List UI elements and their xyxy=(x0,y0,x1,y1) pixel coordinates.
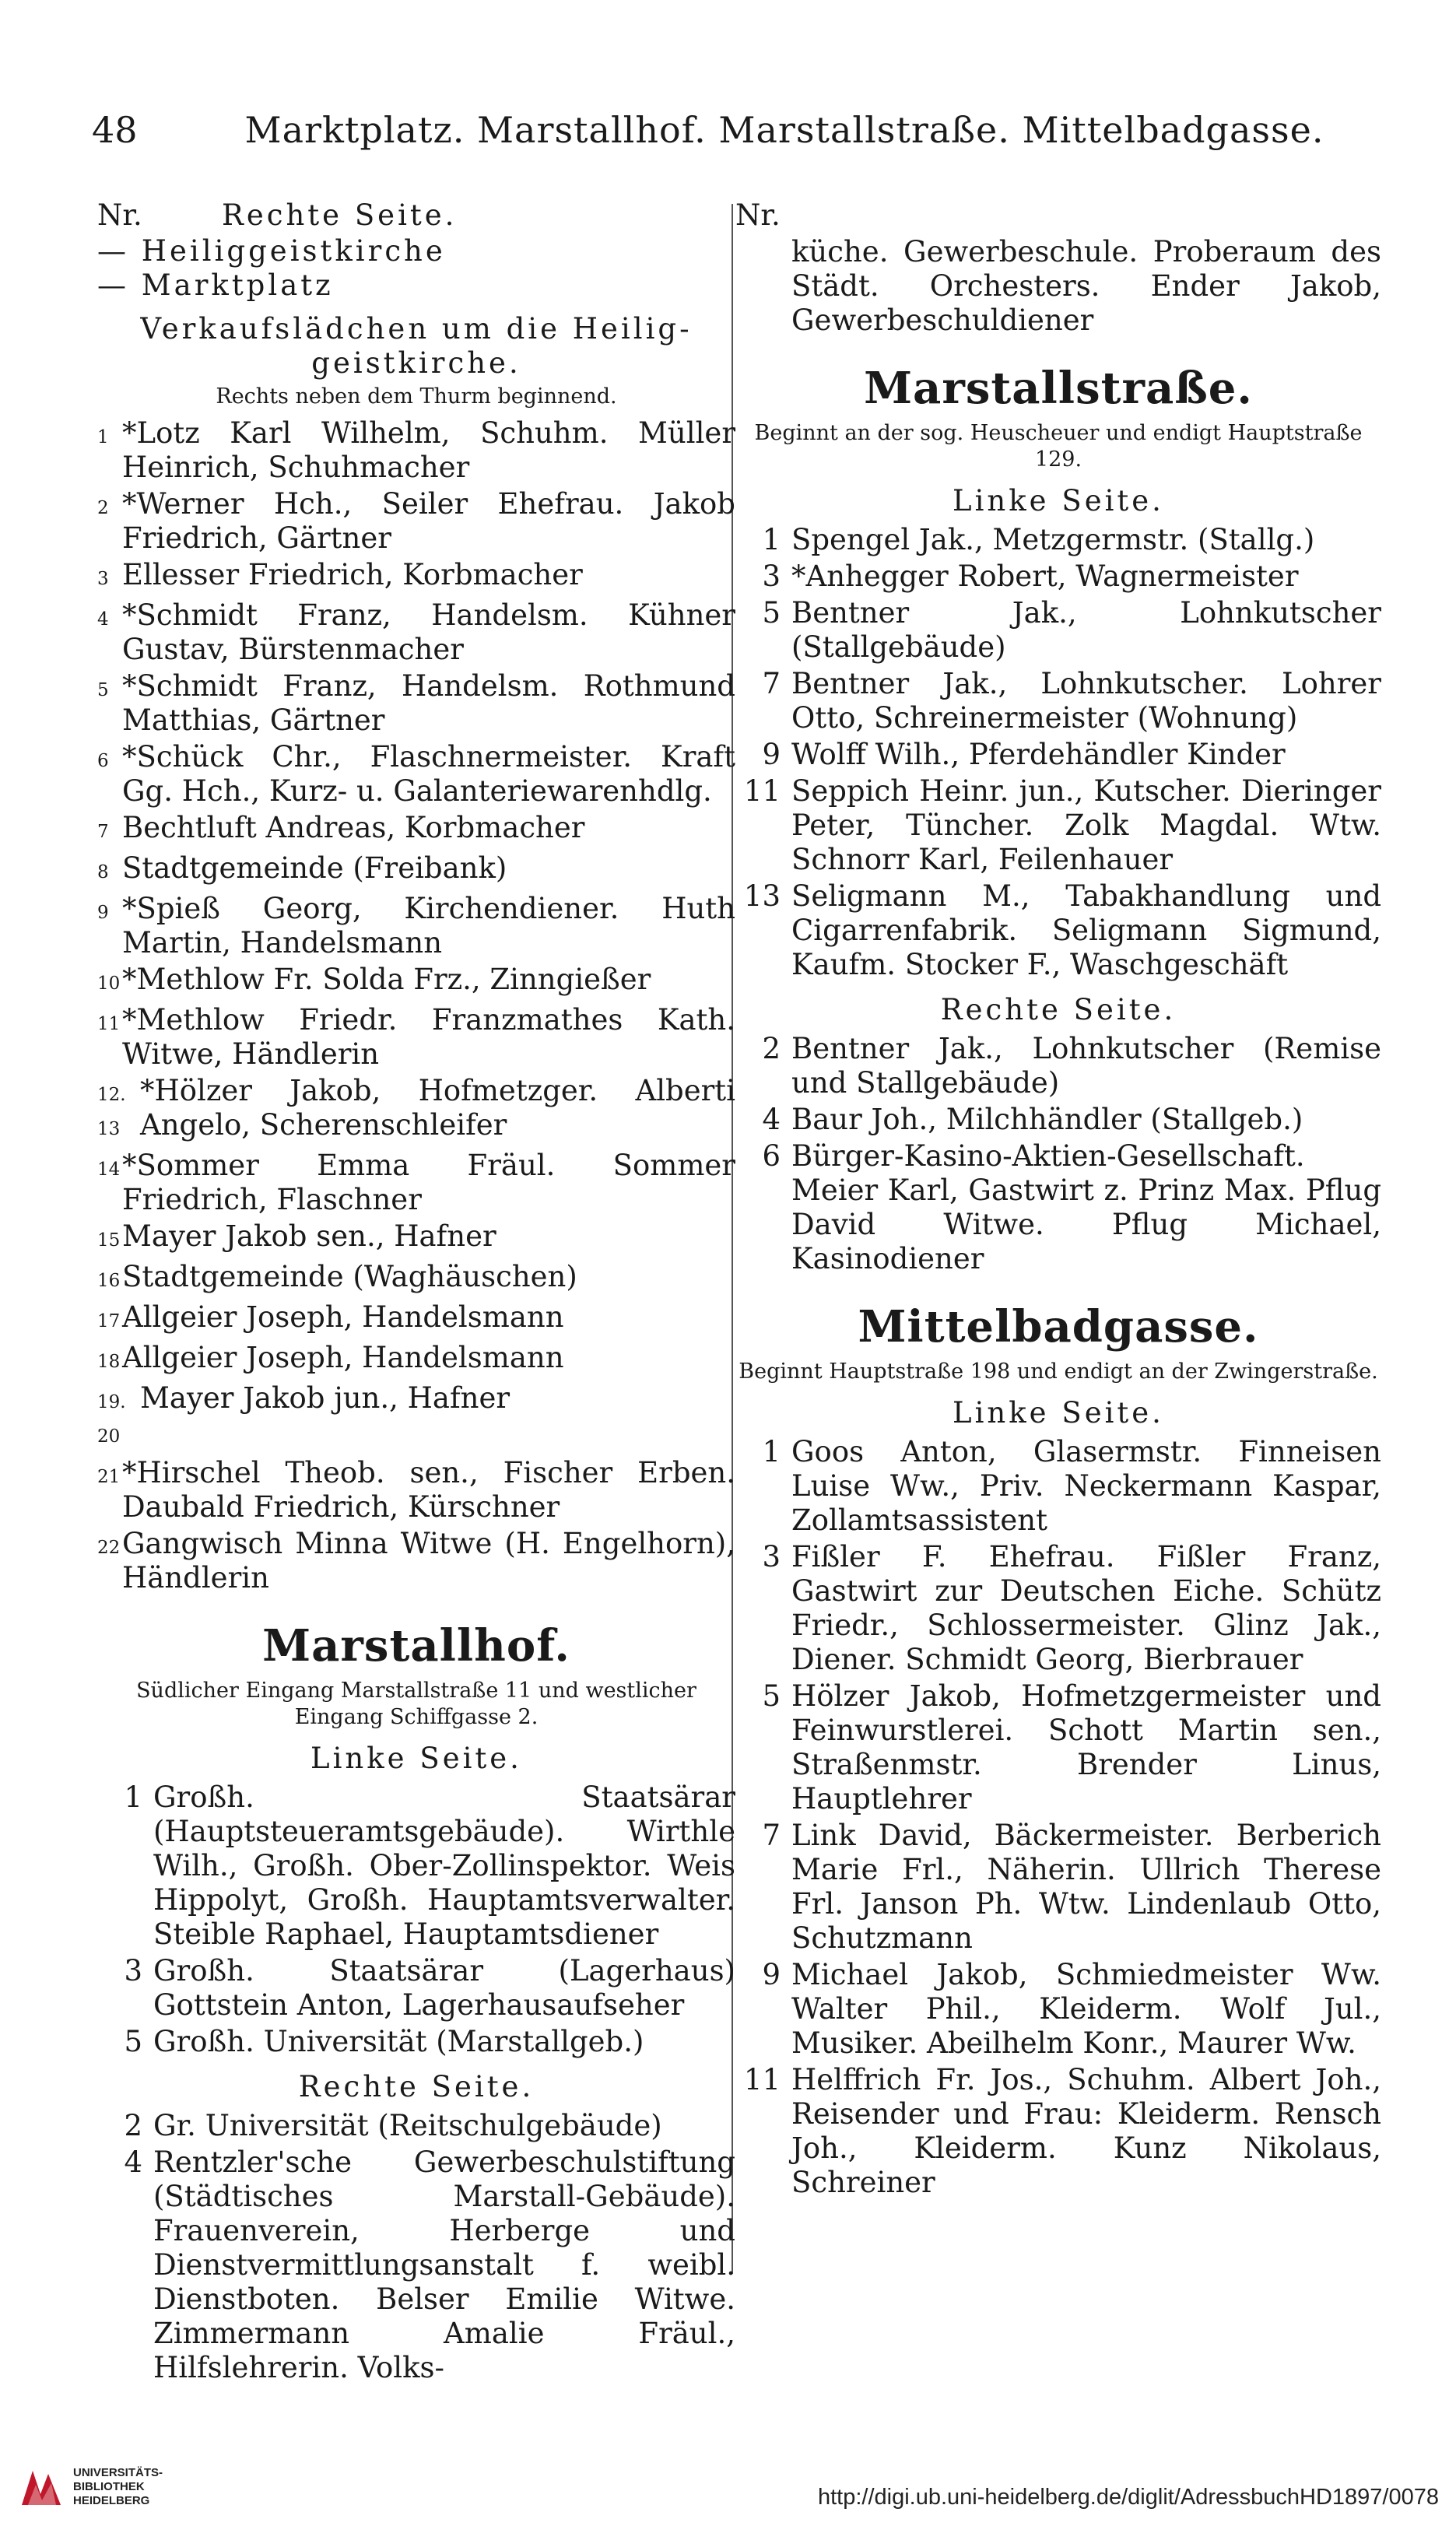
logo-line: HEIDELBERG xyxy=(73,2494,150,2507)
entry-number: 17 xyxy=(97,1311,121,1331)
entry-number: 4 xyxy=(97,609,109,630)
entry-number: 7 xyxy=(762,1819,781,1852)
marstallhof-left-list xyxy=(97,1780,735,2059)
entry-number: 2 xyxy=(124,2109,142,2142)
right-column-head xyxy=(735,198,1381,233)
right-column xyxy=(735,198,1381,2202)
entry-text: Seligmann M., Tabakhandlung und Cigarrenfabrik. Seligmann Sigmund, Kaufm. Stocker F., Waschgeschäft xyxy=(791,879,1381,981)
address-entry xyxy=(97,2145,735,2385)
address-entry xyxy=(97,1341,735,1379)
entry-text: *Anhegger Robert, Wagnermeister xyxy=(791,560,1299,593)
column-side-label: Rechte Seite. xyxy=(222,198,458,232)
entry-number: 9 xyxy=(762,1958,781,1991)
entry-text: Gr. Universität (Reitschulgebäude) xyxy=(153,2109,662,2142)
address-entry xyxy=(97,1954,735,2023)
address-entry xyxy=(97,487,735,556)
entry-text: *Schmidt Franz, Handelsm. Kühner Gustav, Bürstenmacher xyxy=(122,598,735,666)
address-entry xyxy=(97,1300,735,1338)
address-entry xyxy=(97,851,735,889)
sub-note: Rechts neben dem Thurm beginnend. xyxy=(216,384,617,409)
entry-number xyxy=(735,235,791,338)
entry-number: 1 xyxy=(97,427,109,447)
source-url[interactable]: http://digi.ub.uni-heidelberg.de/diglit/AdressbuchHD1897/0078 xyxy=(817,2485,1439,2510)
entry-number: 3 xyxy=(762,560,781,593)
entry-text: Hölzer Jakob, Hofmetzgermeister und Feinwurstlerei. Schott Martin sen., Straßenmstr. Brender Linus, Hauptlehrer xyxy=(791,1679,1381,1816)
entry-text: *Werner Hch., Seiler Ehefrau. Jakob Friedrich, Gärtner xyxy=(122,487,735,555)
address-entry xyxy=(97,1527,735,1595)
address-entry xyxy=(735,667,1381,735)
entry-number: 8 xyxy=(97,862,109,882)
mittelbadgasse-left-list xyxy=(735,1435,1381,2200)
address-entry xyxy=(97,2025,735,2059)
address-entry xyxy=(735,1958,1381,2061)
entry-number: 1 xyxy=(762,523,781,556)
entry-text: Stadtgemeinde (Freibank) xyxy=(122,851,507,885)
entry-number: 4 xyxy=(124,2145,142,2179)
entry-number: 7 xyxy=(762,667,781,700)
address-entry xyxy=(97,963,735,1001)
page-header xyxy=(92,109,1360,151)
entry-number: 22 xyxy=(97,1538,121,1558)
entry-number: 5 xyxy=(97,680,109,700)
entry-text: *Lotz Karl Wilhelm, Schuhm. Müller Heinrich, Schuhmacher xyxy=(122,416,735,484)
address-entry xyxy=(735,738,1381,772)
entry-text: Rentzler'sche Gewerbeschulstiftung (Städtisches Marstall-Gebäude). Frauenverein, Herberge und Dienstvermittlungsanstalt f. weibl. Dienstboten. Belser Emilie Witwe. Zimmermann Amalie Fräul., Hilfslehrerin. Volks- xyxy=(153,2145,735,2384)
entry-text: Gangwisch Minna Witwe (H. Engelhorn), Händlerin xyxy=(122,1527,735,1595)
column-nr-label: Nr. xyxy=(97,198,142,232)
entry-number: 15 xyxy=(97,1230,121,1251)
address-entry xyxy=(735,1679,1381,1816)
address-entry xyxy=(97,1074,735,1146)
address-entry xyxy=(735,1540,1381,1677)
entry-text: Bürger-Kasino-Aktien-Gesellschaft. Meier Karl, Gastwirt z. Prinz Max. Pflug David Witwe. Pflug Michael, Kasinodiener xyxy=(791,1139,1381,1275)
entry-number: 9 xyxy=(762,738,781,771)
entry-text: Fißler F. Ehefrau. Fißler Franz, Gastwirt zur Deutschen Eiche. Schütz Friedr., Schlossermeister. Glinz Jak., Diener. Schmidt Georg, Bierbrauer xyxy=(791,1540,1381,1676)
sub-heading-line: Verkaufslädchen um die Heilig- xyxy=(140,312,693,346)
address-entry xyxy=(735,596,1381,665)
entry-text: *Spieß Georg, Kirchendiener. Huth Martin, Handelsmann xyxy=(122,892,735,960)
entry-text: *Methlow Friedr. Franzmathes Kath. Witwe, Händlerin xyxy=(122,1003,735,1071)
marstallstrasse-right-list xyxy=(735,1032,1381,1276)
entry-number: 1 xyxy=(124,1780,142,1814)
address-entry xyxy=(97,558,735,596)
entry-text: Allgeier Joseph, Handelsmann xyxy=(122,1341,564,1374)
entry-number: 7 xyxy=(97,822,109,842)
entry-number: 13 xyxy=(743,879,781,913)
entry-text: *Schmidt Franz, Handelsm. Rothmund Matthias, Gärtner xyxy=(122,669,735,737)
entry-text: Michael Jakob, Schmiedmeister Ww. Walter Phil., Kleiderm. Wolf Jul., Musiker. Abeilhelm Konr., Maurer Ww. xyxy=(791,1958,1381,2060)
entry-text: Wolff Wilh., Pferdehändler Kinder xyxy=(791,738,1286,771)
logo-line: UNIVERSITÄTS- xyxy=(73,2466,163,2479)
address-entry xyxy=(735,2063,1381,2200)
side-title: Rechte Seite. xyxy=(298,2070,535,2103)
entry-number: 9 xyxy=(97,903,109,923)
address-entry xyxy=(735,1435,1381,1538)
entry-text: Bentner Jak., Lohnkutscher (Remise und Stallgebäude) xyxy=(791,1032,1381,1100)
address-entry xyxy=(735,523,1381,557)
entry-text: *Hölzer Jakob, Hofmetzger. Alberti Angelo, Scherenschleifer xyxy=(140,1074,735,1142)
section-title-mittelbadgasse: Mittelbadgasse. xyxy=(858,1301,1259,1352)
logo-line: BIBLIOTHEK xyxy=(73,2480,145,2493)
entry-number: 19. 20 xyxy=(97,1392,126,1447)
entry-number: 6 xyxy=(762,1139,781,1173)
entry-number: 5 xyxy=(762,1679,781,1713)
address-entry xyxy=(97,1381,735,1454)
address-entry xyxy=(97,892,735,960)
entry-text: küche. Gewerbeschule. Proberaum des Städt. Orchesters. Ender Jakob, Gewerbeschuldiener xyxy=(791,235,1381,337)
entry-text: *Methlow Fr. Solda Frz., Zinngießer xyxy=(122,963,651,996)
intro-line: — Marktplatz xyxy=(97,268,334,302)
section-title-marstallhof: Marstallhof. xyxy=(262,1620,570,1672)
entry-text: Großh. Staatsärar (Hauptsteueramtsgebäude). Wirthle Wilh., Großh. Ober-Zollinspektor. Weis Hippolyt, Großh. Hauptamtsverwalter. Steible Raphael, Hauptamtsdiener xyxy=(153,1780,735,1951)
left-entry-list xyxy=(97,416,735,1595)
entry-number: 11 xyxy=(743,2063,781,2096)
address-entry xyxy=(97,1456,735,1524)
entry-number: 14 xyxy=(97,1159,121,1180)
address-entry xyxy=(97,740,735,809)
continuation-entry xyxy=(735,235,1381,338)
entry-text: *Schück Chr., Flaschnermeister. Kraft Gg. Hch., Kurz- u. Galanteriewarenhdlg. xyxy=(122,740,735,808)
entry-number: 11 xyxy=(97,1014,121,1034)
side-title: Linke Seite. xyxy=(953,1396,1164,1430)
section-note-mittelbadgasse: Beginnt Hauptstraße 198 und endigt an der Zwingerstraße. xyxy=(739,1359,1378,1384)
entry-text: Link David, Bäckermeister. Berberich Marie Frl., Näherin. Ullrich Therese Frl. Janson Ph. Wtw. Lindenlaub Otto, Schutzmann xyxy=(791,1819,1381,1955)
address-entry xyxy=(735,1139,1381,1276)
entry-text: Baur Joh., Milchhändler (Stallgeb.) xyxy=(791,1103,1303,1136)
sub-heading-line: geistkirche. xyxy=(311,346,521,380)
entry-number: 3 xyxy=(124,1954,142,1987)
address-entry xyxy=(735,1103,1381,1137)
address-entry xyxy=(735,879,1381,982)
entry-number: 5 xyxy=(124,2025,142,2058)
entry-text: Großh. Staatsärar (Lagerhaus) Gottstein Anton, Lagerhausaufseher xyxy=(153,1954,735,2022)
entry-text: Stadtgemeinde (Waghäuschen) xyxy=(122,1260,577,1293)
entry-text: Goos Anton, Glasermstr. Finneisen Luise Ww., Priv. Neckermann Kaspar, Zollamtsassistent xyxy=(791,1435,1381,1537)
entry-number: 3 xyxy=(762,1540,781,1573)
address-entry xyxy=(735,774,1381,877)
address-entry xyxy=(97,669,735,738)
entry-number: 11 xyxy=(743,774,781,808)
left-column xyxy=(97,198,735,2387)
address-entry xyxy=(735,1032,1381,1100)
entry-text: Bechtluft Andreas, Korbmacher xyxy=(122,811,585,844)
section-title-marstallstrasse: Marstallstraße. xyxy=(864,363,1253,414)
entry-number: 18 xyxy=(97,1352,121,1372)
intro-line: — Heiliggeistkirche xyxy=(97,234,446,268)
entry-text: Seppich Heinr. jun., Kutscher. Dieringer Peter, Tüncher. Zolk Magdal. Wtw. Schnorr Karl, Feilenhauer xyxy=(791,774,1381,876)
entry-text: Großh. Universität (Marstallgeb.) xyxy=(153,2025,644,2058)
address-entry xyxy=(97,416,735,485)
marstallstrasse-left-list xyxy=(735,523,1381,982)
library-logo-text xyxy=(73,2466,163,2508)
address-entry xyxy=(735,1819,1381,1956)
address-entry xyxy=(97,1219,735,1258)
section-note-marstallhof: Südlicher Eingang Marstallstraße 11 und westlicher Eingang Schiffgasse 2. xyxy=(136,1679,696,1729)
sub-heading xyxy=(97,312,735,381)
marstallhof-right-list xyxy=(97,2109,735,2385)
address-entry xyxy=(97,1149,735,1217)
page-footer xyxy=(0,2447,1456,2533)
entry-number: 4 xyxy=(762,1103,781,1136)
side-title: Rechte Seite. xyxy=(940,993,1177,1026)
entry-number: 2 xyxy=(762,1032,781,1065)
side-title: Linke Seite. xyxy=(953,484,1164,517)
entry-number: 3 xyxy=(97,569,109,589)
running-title: Marktplatz. Marstallhof. Marstallstraße. Mittelbadgasse. xyxy=(244,109,1324,151)
entry-text: Mayer Jakob jun., Hafner xyxy=(140,1381,510,1415)
entry-text: Ellesser Friedrich, Korbmacher xyxy=(122,558,583,591)
entry-number: 2 xyxy=(97,498,109,518)
entry-text: Helffrich Fr. Jos., Schuhm. Albert Joh., Reisender und Frau: Kleiderm. Rensch Joh., Kleiderm. Kunz Nikolaus, Schreiner xyxy=(791,2063,1381,2199)
address-entry xyxy=(735,560,1381,594)
entry-text: Bentner Jak., Lohnkutscher (Stallgebäude) xyxy=(791,596,1381,664)
address-entry xyxy=(97,1260,735,1298)
side-title: Linke Seite. xyxy=(310,1742,522,1775)
entry-number: 21 xyxy=(97,1467,121,1487)
entry-text: Allgeier Joseph, Handelsmann xyxy=(122,1300,564,1334)
address-entry xyxy=(97,811,735,849)
address-entry xyxy=(97,2109,735,2143)
address-entry xyxy=(97,598,735,667)
entry-text: Bentner Jak., Lohnkutscher. Lohrer Otto, Schreinermeister (Wohnung) xyxy=(791,667,1381,735)
left-column-head xyxy=(97,198,735,233)
entry-text: *Sommer Emma Fräul. Sommer Friedrich, Flaschner xyxy=(122,1149,735,1216)
page-number: 48 xyxy=(92,109,138,151)
entry-text: Spengel Jak., Metzgermstr. (Stallg.) xyxy=(791,523,1315,556)
section-note-marstallstrasse: Beginnt an der sog. Heuscheuer und endigt Hauptstraße 129. xyxy=(754,421,1363,472)
library-logo-icon xyxy=(17,2463,65,2511)
address-entry xyxy=(97,1780,735,1952)
library-logo xyxy=(17,2463,163,2511)
entry-text: Mayer Jakob sen., Hafner xyxy=(122,1219,496,1253)
address-entry xyxy=(97,1003,735,1072)
entry-number: 12. 13 xyxy=(97,1085,126,1139)
entry-text: *Hirschel Theob. sen., Fischer Erben. Daubald Friedrich, Kürschner xyxy=(122,1456,735,1524)
column-nr-label: Nr. xyxy=(735,198,781,232)
entry-number: 16 xyxy=(97,1271,121,1291)
entry-number: 5 xyxy=(762,596,781,630)
entry-number: 1 xyxy=(762,1435,781,1468)
entry-number: 6 xyxy=(97,751,109,771)
entry-number: 10 xyxy=(97,974,121,994)
